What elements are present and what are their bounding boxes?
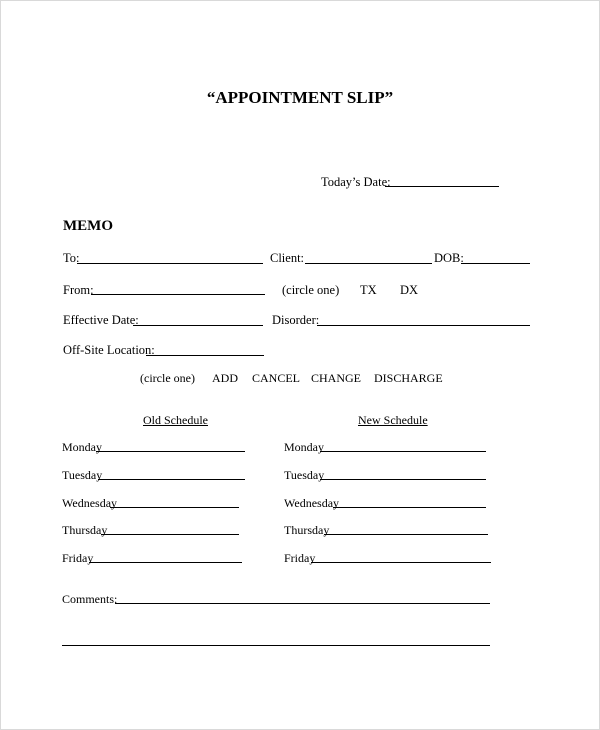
dob-label: DOB:	[434, 251, 464, 265]
new-schedule-day-field[interactable]	[320, 451, 486, 452]
offsite-location-label: Off-Site Location:	[63, 343, 155, 357]
old-schedule-heading: Old Schedule	[143, 413, 208, 427]
new-schedule-day: Monday	[284, 440, 324, 454]
discharge-option[interactable]: DISCHARGE	[374, 371, 443, 385]
client-label: Client:	[270, 251, 305, 265]
new-schedule-day-field[interactable]	[320, 479, 486, 480]
old-schedule-day: Thursday	[62, 523, 108, 537]
from-label: From:	[63, 283, 94, 297]
to-label: To:	[63, 251, 80, 265]
old-schedule-day: Friday	[62, 551, 94, 565]
disorder-field[interactable]	[317, 325, 530, 326]
old-schedule-day-field[interactable]	[110, 507, 239, 508]
old-schedule-day: Tuesday	[62, 468, 103, 482]
new-schedule-day: Friday	[284, 551, 316, 565]
disorder-label: Disorder:	[272, 313, 320, 327]
old-schedule-day-field[interactable]	[98, 479, 245, 480]
offsite-location-field[interactable]	[146, 355, 264, 356]
tx-option[interactable]: TX	[360, 283, 377, 297]
old-schedule-day: Wednesday	[62, 496, 118, 510]
old-schedule-day-field[interactable]	[89, 562, 242, 563]
client-field[interactable]	[305, 263, 432, 264]
dob-field[interactable]	[461, 263, 530, 264]
old-schedule-day: Monday	[62, 440, 102, 454]
new-schedule-day-field[interactable]	[324, 534, 488, 535]
add-option[interactable]: ADD	[212, 371, 238, 385]
new-schedule-heading: New Schedule	[358, 413, 428, 427]
change-option[interactable]: CHANGE	[311, 371, 361, 385]
comments-field[interactable]	[115, 603, 490, 604]
cancel-option[interactable]: CANCEL	[252, 371, 300, 385]
effective-date-label: Effective Date:	[63, 313, 139, 327]
circle-one-label: (circle one)	[282, 283, 340, 297]
old-schedule-day-field[interactable]	[96, 451, 245, 452]
document-title: “APPOINTMENT SLIP”	[206, 88, 394, 107]
new-schedule-day: Tuesday	[284, 468, 325, 482]
new-schedule-day: Wednesday	[284, 496, 340, 510]
todays-date-field[interactable]	[385, 186, 499, 187]
dx-option[interactable]: DX	[400, 283, 419, 297]
old-schedule-day-field[interactable]	[101, 534, 239, 535]
comments-field-line-2[interactable]	[62, 645, 490, 646]
todays-date-label: Today’s Date:	[321, 175, 391, 189]
memo-heading: MEMO	[63, 218, 113, 234]
new-schedule-day-field[interactable]	[311, 562, 491, 563]
new-schedule-day-field[interactable]	[333, 507, 486, 508]
to-field[interactable]	[77, 263, 263, 264]
from-field[interactable]	[91, 294, 265, 295]
new-schedule-day: Thursday	[284, 523, 330, 537]
comments-label: Comments:	[62, 592, 118, 606]
circle-one-action-label: (circle one)	[140, 371, 195, 385]
effective-date-field[interactable]	[133, 325, 263, 326]
